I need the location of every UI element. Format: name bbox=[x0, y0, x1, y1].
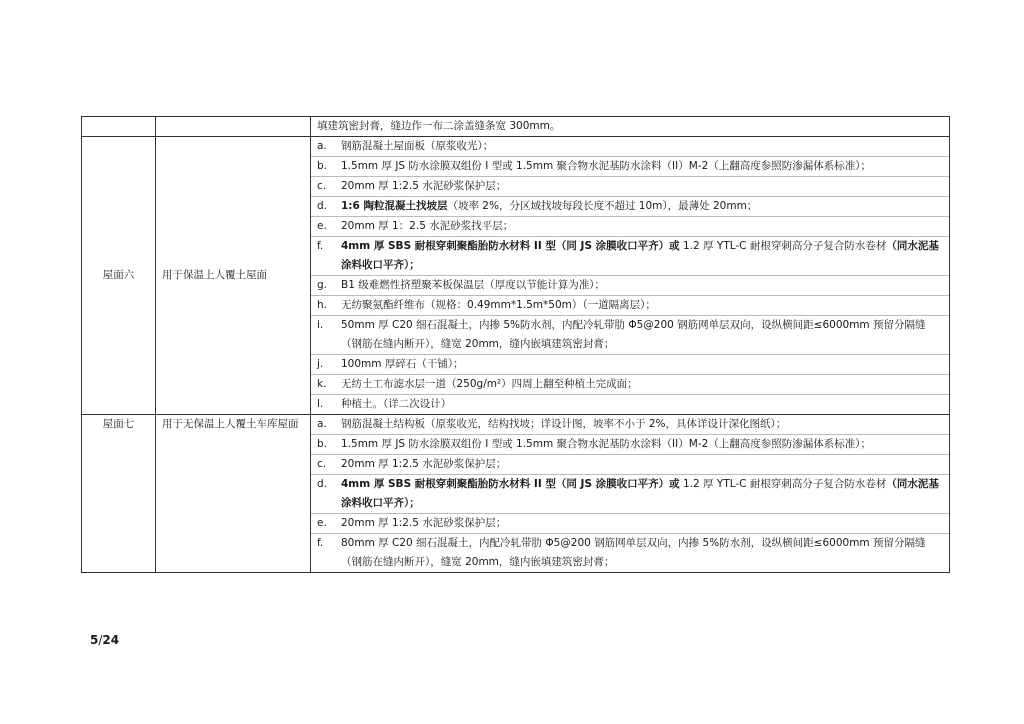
roof-name-cell: 屋面七 bbox=[82, 415, 156, 573]
roof-use-cell: 用于保温上人覆土屋面 bbox=[156, 137, 311, 415]
layer-letter: i. bbox=[317, 319, 324, 331]
layer-text-normal: （坡率 2%，分区域找坡每段长度不超过 10m），最薄处 20mm； bbox=[447, 200, 758, 212]
layer-text-normal: 50mm 厚 C20 细石混凝土，内掺 5%防水剂，内配冷轧带肋 Φ5@200 钢筋网单层双向，设纵横间距≤6000mm 预留分隔缝（钢筋在缝内断开），缝宽 20mm，缝内嵌填建筑密封膏； bbox=[341, 319, 926, 350]
layer-item bbox=[311, 217, 949, 237]
layer-text-normal: 无纺土工布滤水层一道（250g/m²）四周上翻至种植土完成面； bbox=[341, 378, 638, 390]
layer-letter: l. bbox=[317, 398, 324, 410]
layer-letter: e. bbox=[317, 517, 327, 529]
layer-text-normal: 80mm 厚 C20 细石混凝土，内配冷轧带肋 Φ5@200 钢筋网单层双向，内掺 5%防水剂，设纵横间距≤6000mm 预留分隔缝（钢筋在缝内断开），缝宽 20mm，缝内嵌填建筑密封膏； bbox=[341, 537, 926, 568]
roof-name-cell: 屋面六 bbox=[82, 137, 156, 415]
layer-item bbox=[311, 455, 949, 475]
layer-text bbox=[341, 475, 943, 513]
layer-item bbox=[311, 435, 949, 455]
roof-use-cell: 用于无保温上人覆土车库屋面 bbox=[156, 415, 311, 573]
layer-text bbox=[341, 316, 943, 354]
roof-layers-cell bbox=[311, 137, 950, 415]
layer-item bbox=[311, 355, 949, 375]
layer-text-bold: 1:6 陶粒混凝土找坡层 bbox=[341, 200, 448, 212]
layer-text bbox=[341, 395, 943, 414]
layer-letter: d. bbox=[317, 478, 328, 490]
layer-text-normal: 20mm 厚 1:2.5 水泥砂浆保护层； bbox=[341, 517, 507, 529]
layer-item bbox=[311, 375, 949, 395]
roof-spec-table bbox=[81, 116, 950, 573]
layer-item bbox=[311, 137, 949, 157]
layer-letter: d. bbox=[317, 200, 328, 212]
layer-text-normal: B1 级难燃性挤塑聚苯板保温层（厚度以节能计算为准）； bbox=[341, 279, 605, 291]
layer-letter: c. bbox=[317, 458, 327, 470]
layer-text bbox=[341, 276, 943, 295]
layer-text-normal: 20mm 厚 1：2.5 水泥砂浆找平层； bbox=[341, 220, 514, 232]
layer-text-normal: 1.2 厚 YTL-C 耐根穿刺高分子复合防水卷材 bbox=[679, 240, 887, 252]
layer-letter: a. bbox=[317, 418, 327, 430]
layer-text bbox=[341, 296, 943, 315]
layer-letter: e. bbox=[317, 220, 327, 232]
layer-text bbox=[341, 137, 943, 156]
table-row bbox=[82, 415, 950, 573]
layer-letter: k. bbox=[317, 378, 327, 390]
layer-text bbox=[341, 177, 943, 196]
layer-item bbox=[311, 475, 949, 514]
layer-text bbox=[341, 514, 943, 533]
layer-text-bold: 4mm 厚 SBS 耐根穿刺聚酯胎防水材料 II 型（同 JS 涂膜收口平齐）或 bbox=[341, 240, 680, 252]
layer-item bbox=[311, 177, 949, 197]
layer-letter: f. bbox=[317, 240, 324, 252]
layer-letter: a. bbox=[317, 140, 327, 152]
layer-text-normal: 1.5mm 厚 JS 防水涂膜双组份 I 型或 1.5mm 聚合物水泥基防水涂料（II）M-2（上翻高度参照防渗漏体系标准）； bbox=[341, 160, 872, 172]
layer-item bbox=[311, 276, 949, 296]
layer-text bbox=[341, 534, 943, 572]
layer-letter: b. bbox=[317, 438, 328, 450]
layer-letter: g. bbox=[317, 279, 328, 291]
layer-item bbox=[311, 296, 949, 316]
layer-text-normal: 无纺聚氨酯纤维布（规格：0.49mm*1.5m*50m）（一道隔离层）； bbox=[341, 299, 656, 311]
layer-item bbox=[311, 237, 949, 276]
layer-text-normal: 20mm 厚 1:2.5 水泥砂浆保护层； bbox=[341, 180, 507, 192]
layer-item bbox=[311, 316, 949, 355]
layer-text bbox=[341, 415, 943, 434]
layer-text-normal: 1.5mm 厚 JS 防水涂膜双组份 I 型或 1.5mm 聚合物水泥基防水涂料（II）M-2（上翻高度参照防渗漏体系标准）； bbox=[341, 438, 872, 450]
continuation-text: 填建筑密封膏，缝边作一布二涂盖缝条宽 300mm。 bbox=[317, 120, 561, 132]
layer-text bbox=[341, 375, 943, 394]
page-total: 24 bbox=[102, 633, 120, 647]
layer-item bbox=[311, 197, 949, 217]
layer-letter: f. bbox=[317, 537, 324, 549]
layer-item bbox=[311, 395, 949, 414]
layer-item bbox=[311, 157, 949, 177]
roof-layers-cell bbox=[311, 415, 950, 573]
layer-item bbox=[311, 514, 949, 534]
layer-text-normal: 钢筋混凝土结构板（原浆收光，结构找坡；详设计图，坡率不小于 2%，具体详设计深化图纸）； bbox=[341, 418, 787, 430]
layer-text bbox=[341, 237, 943, 275]
continuation-items-cell bbox=[311, 117, 950, 137]
layer-item bbox=[311, 534, 949, 572]
layer-text bbox=[341, 157, 943, 176]
layer-text bbox=[341, 455, 943, 474]
layer-text-bold: 4mm 厚 SBS 耐根穿刺聚酯胎防水材料 II 型（同 JS 涂膜收口平齐）或 bbox=[341, 478, 680, 490]
layer-text-normal: 100mm 厚碎石（干铺）； bbox=[341, 358, 464, 370]
page-separator: / bbox=[98, 633, 103, 647]
continuation-row bbox=[82, 117, 950, 137]
page-current: 5 bbox=[90, 633, 99, 647]
layer-text-bold: （同水泥基涂料收口平齐）； bbox=[341, 478, 939, 509]
layer-text-normal: 20mm 厚 1:2.5 水泥砂浆保护层； bbox=[341, 458, 507, 470]
page-number bbox=[90, 633, 119, 647]
layer-text bbox=[341, 197, 943, 216]
layer-text-normal: 1.2 厚 YTL-C 耐根穿刺高分子复合防水卷材 bbox=[679, 478, 887, 490]
layer-text bbox=[341, 435, 943, 454]
layer-item bbox=[311, 415, 949, 435]
continuation-name-cell bbox=[82, 117, 156, 137]
layer-letter: b. bbox=[317, 160, 328, 172]
layer-text bbox=[341, 355, 943, 374]
layer-letter: c. bbox=[317, 180, 327, 192]
continuation-use-cell bbox=[156, 117, 311, 137]
layer-letter: j. bbox=[317, 358, 324, 370]
table-row bbox=[82, 137, 950, 415]
layer-text-normal: 种植土。（详二次设计） bbox=[341, 398, 452, 410]
layer-letter: h. bbox=[317, 299, 327, 311]
layer-text-normal: 钢筋混凝土屋面板（原浆收光）； bbox=[341, 140, 494, 152]
layer-text bbox=[341, 217, 943, 236]
layer-text-bold: （同水泥基涂料收口平齐）； bbox=[341, 240, 939, 271]
